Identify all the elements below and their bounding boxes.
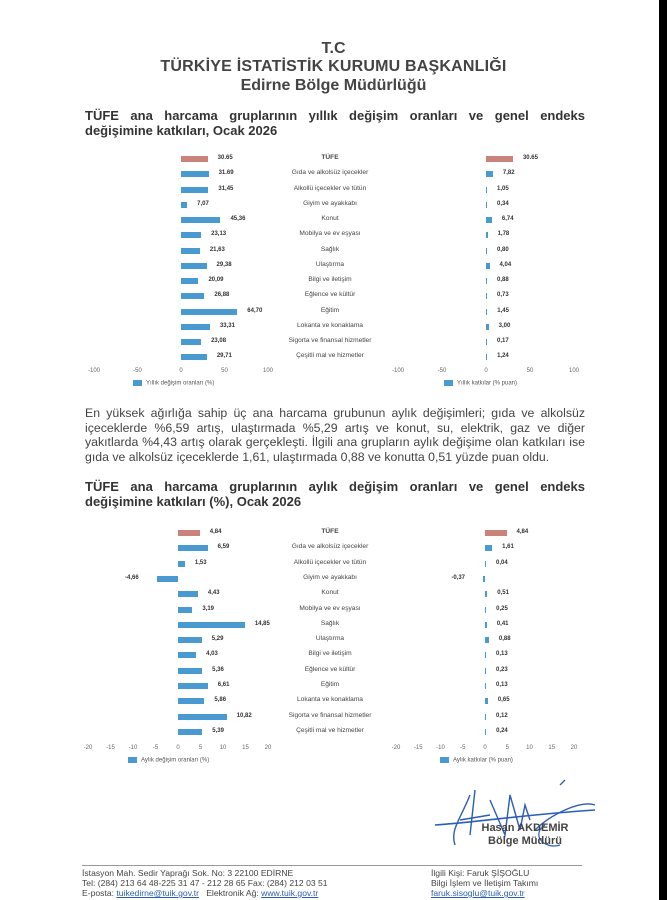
- legend-swatch: [444, 380, 453, 386]
- bar: [181, 232, 201, 238]
- bar: [486, 187, 487, 193]
- bar: [485, 683, 486, 689]
- bar: [486, 217, 492, 223]
- bar-value-label: 0,80: [497, 246, 509, 253]
- legend-label: Yıllık değişim oranları (%): [146, 380, 215, 387]
- bar-value-label: 0,88: [497, 277, 509, 283]
- legend-swatch: [440, 757, 449, 763]
- bar-value-label: 0,13: [496, 682, 508, 688]
- x-tick-label: -100: [391, 368, 405, 374]
- bar: [178, 714, 227, 720]
- section2-title: TÜFE ana harcama gruplarının aylık değişim oranları ve genel endeks değişimine katkıları (%), Ocak 2026: [85, 479, 585, 509]
- chart-row: [0, 587, 667, 601]
- bar-value-label: 0,25: [496, 605, 508, 612]
- legend: [133, 380, 214, 387]
- bar-value-label: 0,73: [497, 292, 509, 299]
- bar-value-label: 31.69: [218, 170, 234, 177]
- chart-row: [0, 664, 667, 678]
- category-label: Konut: [321, 215, 339, 222]
- chart-row: [0, 198, 667, 212]
- x-tick-label: -10: [436, 745, 445, 751]
- chart-row: [0, 183, 667, 197]
- x-tick-label: 50: [221, 368, 228, 374]
- chart-row: [0, 572, 667, 586]
- x-tick-label: -15: [106, 745, 115, 751]
- bar-value-label: 1,05: [497, 185, 509, 192]
- contact-person: İlgili Kişi: Faruk ŞİŞOĞLU: [431, 868, 530, 878]
- bar-value-label: 4,03: [206, 651, 218, 658]
- bar: [181, 309, 237, 315]
- bar: [178, 729, 202, 735]
- bar-value-label: 23,08: [211, 338, 227, 344]
- x-tick-label: 20: [264, 745, 272, 751]
- category-label: Sağlık: [320, 619, 340, 627]
- x-tick-label: -100: [87, 368, 101, 374]
- bar-value-label: 29,71: [216, 353, 232, 360]
- bar: [485, 698, 488, 704]
- footer-left: [82, 868, 328, 898]
- category-label: Mobilya ve ev eşyası: [299, 604, 361, 612]
- category-label: Sağlık: [320, 245, 340, 253]
- bar-value-label: 1,78: [497, 231, 510, 238]
- bar: [486, 339, 487, 345]
- bar-value-label: 33,31: [219, 322, 235, 329]
- bar-value-label: 4,04: [499, 261, 512, 268]
- x-tick-label: -20: [391, 745, 401, 751]
- bar: [178, 530, 200, 536]
- x-tick-label: 50: [526, 368, 534, 374]
- signatory-name: Hasan AKDEMİR: [481, 822, 569, 834]
- bar-value-label: 10,82: [236, 712, 252, 719]
- bar-value-label: 31,45: [218, 185, 234, 192]
- bar-value-label: 26,88: [214, 292, 230, 299]
- chart-row: [0, 259, 667, 273]
- chart-row: [0, 289, 667, 303]
- bar-value-label: 0,13: [496, 651, 508, 658]
- x-tick-label: 100: [568, 368, 580, 374]
- category-label: Giyim ve ayakkabı: [303, 199, 357, 207]
- bar-value-label: 3,00: [498, 322, 511, 329]
- email-link[interactable]: tuikedirne@tuik.gov.tr: [116, 888, 200, 898]
- legend-label: Aylık katkılar (% puan): [453, 757, 513, 764]
- x-tick-label: 20: [570, 745, 578, 751]
- category-label: Eğitim: [320, 681, 340, 688]
- chart-row: [0, 633, 667, 647]
- bar: [181, 171, 209, 177]
- header-tc: T.C: [321, 40, 346, 57]
- chart-row: [0, 618, 667, 632]
- bar-value-label: 1,53: [194, 559, 207, 566]
- bar-value-label: 20,09: [208, 277, 224, 283]
- bar: [178, 652, 196, 658]
- x-tick-label: 15: [548, 745, 556, 751]
- bar-value-label: 0,23: [496, 666, 508, 673]
- bar: [485, 561, 486, 567]
- bar-value-label: 5,29: [211, 636, 224, 643]
- bar: [178, 698, 204, 704]
- bar: [485, 668, 486, 674]
- bar: [181, 187, 208, 193]
- bar-value-label: 23,13: [211, 231, 227, 238]
- bar: [181, 278, 198, 284]
- chart-row: [0, 541, 667, 555]
- bar-value-label: 0,88: [498, 636, 511, 643]
- bar: [181, 202, 187, 208]
- x-tick-label: -50: [437, 368, 447, 374]
- chart-row: [0, 350, 667, 364]
- category-label: Eğlence ve kültür: [304, 291, 356, 299]
- header-office: Edirne Bölge Müdürlüğü: [240, 77, 427, 94]
- category-label: Lokanta ve konaklama: [297, 321, 363, 329]
- chart-row: [0, 557, 667, 571]
- footer-right: [431, 868, 538, 898]
- x-tick-label: -15: [413, 745, 423, 751]
- header-institution: TÜRKİYE İSTATİSTİK KURUMU BAŞKANLIĞI: [160, 58, 507, 75]
- x-tick-label: 0: [176, 745, 180, 751]
- legend-swatch: [128, 757, 137, 763]
- signatory-title: Bölge Müdürü: [488, 835, 562, 847]
- bar-value-label: 4,43: [207, 590, 220, 597]
- category-label: Bilgi ve iletişim: [308, 650, 352, 658]
- footer-links: E-posta: tuikedirne@tuik.gov.tr Elektronik Ağ: www.tuik.gov.tr: [82, 888, 319, 898]
- bar: [178, 591, 198, 597]
- chart-row: [0, 244, 667, 258]
- category-label: Sigorta ve finansal hizmetler: [288, 711, 372, 719]
- bar: [485, 729, 486, 735]
- x-tick-label: -50: [133, 368, 142, 374]
- bar-value-label: 45,36: [230, 216, 246, 222]
- category-label: Eğitim: [320, 306, 340, 314]
- bar-value-label: 6,59: [217, 544, 230, 551]
- bar: [181, 339, 201, 345]
- x-tick-label: -5: [460, 745, 466, 751]
- bar: [181, 293, 204, 299]
- bar-value-label: 14,85: [254, 620, 270, 627]
- category-label: Ulaştırma: [315, 635, 345, 643]
- bar: [178, 668, 202, 674]
- bar: [486, 248, 487, 254]
- bar-value-label: -0,37: [451, 574, 466, 581]
- x-tick-label: -20: [83, 745, 93, 751]
- legend-label: Aylık değişim oranları (%): [141, 757, 210, 764]
- chart-row: [0, 228, 667, 242]
- chart-row: [0, 335, 667, 349]
- bar: [157, 576, 178, 582]
- bar: [485, 607, 486, 613]
- legend: [440, 757, 513, 764]
- summary-paragraph: En yüksek ağırlığa sahip üç ana harcama grubunun aylık değişimleri; gıda ve alkolsüz içeceklerde %6,59 artış, ulaştırmada %5,29 artış ve konut, su, elektrik, gaz ve diğer yakıtlarda %4,43 artış olarak gerçekleşti. İlgili ana grupların aylık değişime olan katkıları ise gıda ve alkolsüz içeceklerde 1,61, ulaştırmada 0,88 ve konutta 0,51 yüzde puan oldu.: [85, 406, 585, 464]
- chart-row: [0, 648, 667, 662]
- legend: [128, 757, 209, 764]
- bar-value-label: 3,19: [202, 605, 215, 612]
- bar-value-label: 30.65: [522, 155, 538, 161]
- legend-swatch: [133, 380, 142, 386]
- category-label: Alkollü içecekler ve tütün: [293, 558, 367, 566]
- bar: [181, 263, 207, 269]
- chart-row: [0, 305, 667, 319]
- bar-value-label: -4,66: [125, 574, 139, 581]
- category-label: Gıda ve alkolsüz içecekler: [291, 169, 369, 177]
- bar: [178, 683, 208, 689]
- bar-value-label: 5,36: [212, 666, 224, 673]
- chart-row: [0, 694, 667, 708]
- bar: [485, 591, 487, 597]
- chart-row: [0, 526, 667, 540]
- bar: [486, 278, 487, 284]
- bar-value-label: 29,38: [216, 261, 232, 268]
- bar: [486, 263, 490, 269]
- legend: [444, 380, 517, 387]
- bar: [178, 622, 245, 628]
- right-edge-strip: [659, 0, 667, 900]
- bar: [486, 309, 487, 315]
- bar: [181, 324, 210, 330]
- bar-value-label: 5,39: [212, 727, 224, 734]
- bar-value-label: 0,04: [496, 559, 508, 566]
- bar-value-label: 0,12: [496, 712, 508, 719]
- bar: [178, 561, 185, 567]
- category-label: TÜFE: [321, 154, 339, 161]
- x-tick-label: -5: [152, 745, 159, 751]
- bar: [485, 545, 492, 551]
- bar: [485, 622, 487, 628]
- x-tick-label: 100: [262, 368, 274, 374]
- footer-phone: Tel: (284) 213 64 48-225 31 47 - 212 28 65 Fax: (284) 212 03 51: [82, 878, 328, 888]
- category-label: Çeşitli mal ve hizmetler: [296, 352, 364, 360]
- bar: [486, 293, 487, 299]
- bar-value-label: 4,84: [209, 529, 222, 535]
- contact-team: Bilgi İşlem ve İletişim Takımı: [431, 878, 539, 888]
- legend-label: Yıllık katkılar (% puan): [457, 380, 518, 387]
- bar-value-label: 0,17: [497, 338, 509, 344]
- x-tick-label: 10: [526, 745, 533, 751]
- bar: [486, 354, 487, 360]
- bar: [485, 637, 489, 643]
- category-label: Eğlence ve kültür: [304, 665, 356, 673]
- category-label: Konut: [321, 589, 339, 597]
- bar-value-label: 7,82: [502, 170, 515, 177]
- section1-title: TÜFE ana harcama gruplarının yıllık değişim oranları ve genel endeks değişimine katkıları, Ocak 2026: [85, 108, 585, 138]
- bar-value-label: 4,84: [516, 529, 529, 535]
- chart-row: [0, 152, 667, 166]
- x-tick-label: 0: [484, 368, 488, 374]
- bar: [178, 637, 202, 643]
- chart-row: [0, 167, 667, 181]
- bar-value-label: 6,74: [501, 216, 514, 222]
- bar-value-label: 0,24: [496, 727, 508, 734]
- chart-row: [0, 274, 667, 288]
- footer-divider: [82, 865, 582, 866]
- x-tick-label: 0: [179, 368, 183, 374]
- category-label: Giyim ve ayakkabı: [303, 573, 357, 581]
- category-label: Bilgi ve iletişim: [308, 276, 352, 283]
- chart-row: [0, 710, 667, 724]
- category-label: Alkollü içecekler ve tütün: [293, 184, 367, 192]
- chart-row: [0, 679, 667, 693]
- contact-email-link[interactable]: faruk.sisoglu@tuik.gov.tr: [431, 888, 525, 898]
- bar-value-label: 7,07: [197, 200, 209, 207]
- bar-value-label: 5,86: [214, 697, 227, 704]
- bar: [181, 156, 208, 162]
- x-tick-label: 5: [198, 745, 203, 751]
- bar: [486, 324, 489, 330]
- category-label: Çeşitli mal ve hizmetler: [296, 726, 364, 734]
- bar: [181, 217, 220, 223]
- bar: [486, 171, 493, 177]
- bar: [483, 576, 485, 582]
- bar: [485, 714, 486, 720]
- signatory: [470, 822, 580, 848]
- bar: [485, 652, 486, 658]
- bar: [486, 232, 488, 238]
- bar-value-label: 1,24: [497, 353, 509, 360]
- footer-address: İstasyon Mah. Sedir Yaprağı Sok. No: 3 22100 EDİRNE: [82, 868, 294, 878]
- bar-value-label: 1,61: [502, 544, 514, 551]
- bar-value-label: 21,63: [209, 246, 225, 253]
- category-label: Sigorta ve finansal hizmetler: [288, 337, 372, 344]
- x-tick-label: 10: [219, 745, 227, 751]
- bar-value-label: 0,41: [496, 620, 509, 627]
- chart-row: [0, 603, 667, 617]
- bar: [181, 354, 207, 360]
- category-label: Lokanta ve konaklama: [297, 696, 363, 704]
- category-label: TÜFE: [321, 528, 339, 535]
- x-tick-label: 0: [483, 745, 487, 751]
- chart-row: [0, 320, 667, 334]
- bar-value-label: 1,45: [497, 307, 509, 314]
- bar-value-label: 30.65: [217, 155, 233, 161]
- chart-row: [0, 725, 667, 739]
- bar: [181, 248, 200, 254]
- category-label: Gıda ve alkolsüz içecekler: [291, 543, 369, 551]
- category-label: Mobilya ve ev eşyası: [299, 230, 361, 238]
- bar: [486, 202, 487, 208]
- bar-value-label: 6,61: [217, 682, 230, 688]
- bar: [178, 545, 208, 551]
- bar-value-label: 0,34: [497, 200, 509, 207]
- bar-value-label: 0,51: [497, 590, 509, 597]
- bar-value-label: 0,65: [497, 697, 510, 704]
- category-label: Ulaştırma: [315, 260, 345, 268]
- bar-value-label: 64,70: [247, 307, 263, 314]
- bar: [485, 530, 507, 536]
- website-link[interactable]: www.tuik.gov.tr: [261, 888, 319, 898]
- x-tick-label: -10: [128, 745, 138, 751]
- x-tick-label: 5: [505, 745, 509, 751]
- bar: [178, 607, 192, 613]
- chart-row: [0, 213, 667, 227]
- x-tick-label: 15: [242, 745, 249, 751]
- bar: [486, 156, 513, 162]
